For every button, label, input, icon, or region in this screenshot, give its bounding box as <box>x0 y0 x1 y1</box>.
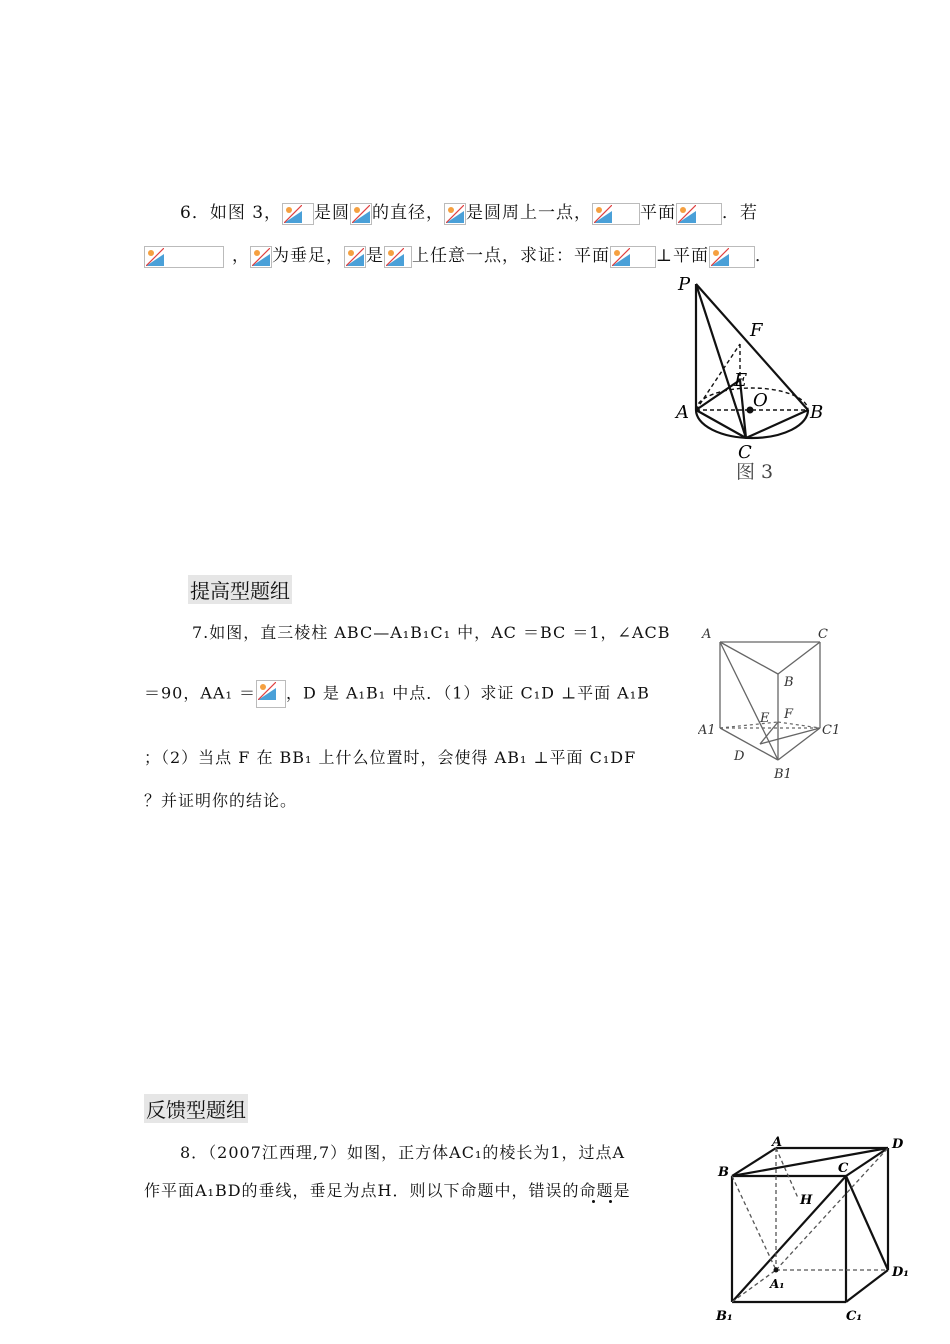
broken-image-icon <box>144 246 224 268</box>
q6-text: 6．如图 3， <box>180 203 283 223</box>
label-H: H <box>800 1193 813 1208</box>
broken-image-icon <box>256 680 286 708</box>
label-D: D <box>892 1137 904 1152</box>
figure-3 <box>670 272 840 492</box>
label-C: C <box>818 627 828 642</box>
label-D1: D₁ <box>892 1265 909 1280</box>
broken-image-icon <box>610 246 656 268</box>
label-A: A <box>772 1136 783 1150</box>
label-O: O <box>753 390 768 411</box>
q7-line3: ；（2）当点 F 在 BB₁ 上什么位置时，会使得 AB₁ ⊥平面 C₁DF <box>144 748 637 767</box>
broken-image-icon <box>250 246 272 268</box>
broken-image-icon <box>444 203 466 225</box>
q7-line4: ？并证明你的结论。 <box>144 791 298 810</box>
q6-text: 上任意一点，求证：平面 <box>412 246 610 266</box>
q6-text: 平面 <box>640 203 677 223</box>
label-A1: A₁ <box>770 1277 785 1291</box>
q6-text: 是 <box>366 246 384 266</box>
label-B: B <box>810 402 824 423</box>
label-B1: B₁ <box>716 1309 733 1324</box>
label-F: F <box>784 707 794 722</box>
label-C1: C1 <box>822 723 841 738</box>
q7-line2 <box>144 680 650 708</box>
q6-text: ． <box>755 246 773 266</box>
q6-line2 <box>144 241 773 268</box>
label-F: F <box>750 320 763 341</box>
label-B: B <box>718 1165 729 1180</box>
label-A: A <box>702 627 712 642</box>
section-heading-improve: 提高型题组 <box>188 575 292 604</box>
q6-text: 的直径， <box>372 203 445 223</box>
figure-caption: 图 3 <box>736 461 774 483</box>
broken-image-icon <box>350 203 372 225</box>
label-E: E <box>760 711 770 726</box>
q7-line1: 7.如图，直三棱柱 ABC—A₁B₁C₁ 中，AC ＝BC ＝1，∠ACB <box>192 623 671 642</box>
q8-line1: 8．（2007江西理,7）如图，正方体AC₁的棱长为1，过点A <box>180 1143 626 1162</box>
label-B1: B1 <box>774 767 792 782</box>
label-A1: A1 <box>698 723 716 738</box>
q7-text: ＝90，AA₁ ＝ <box>144 683 256 703</box>
broken-image-icon <box>282 203 314 225</box>
q6-text: 是圆 <box>314 203 351 223</box>
q6-text: 为垂足， <box>272 246 344 266</box>
q6-text: ， <box>232 246 250 266</box>
q8-line2: 作平面A₁BD的垂线，垂足为点H．则以下命题中，错误的命题是 <box>144 1181 631 1200</box>
broken-image-icon <box>384 246 412 268</box>
label-C: C <box>838 1161 849 1176</box>
label-D: D <box>734 749 745 764</box>
label-C: C <box>738 442 752 463</box>
q6-line1 <box>180 198 758 225</box>
label-B: B <box>784 675 794 690</box>
label-E: E <box>734 370 748 391</box>
broken-image-icon <box>709 246 755 268</box>
emphasis-dot <box>609 1200 612 1203</box>
section-heading-feedback: 反馈型题组 <box>144 1094 248 1123</box>
q7-text: ，D 是 A₁B₁ 中点．（1）求证 C₁D ⊥平面 A₁B <box>285 683 650 703</box>
q6-text: 是圆周上一点， <box>466 203 593 223</box>
label-C1: C₁ <box>846 1309 863 1324</box>
q6-text: ⊥平面 <box>656 246 709 266</box>
figure-prism <box>698 622 848 782</box>
emphasis-dot <box>592 1200 595 1203</box>
broken-image-icon <box>344 246 366 268</box>
label-P: P <box>678 274 691 295</box>
figure-cube <box>712 1136 912 1340</box>
q6-text: ．若 <box>722 203 759 223</box>
broken-image-icon <box>592 203 640 225</box>
broken-image-icon <box>676 203 722 225</box>
label-A: A <box>676 402 689 423</box>
